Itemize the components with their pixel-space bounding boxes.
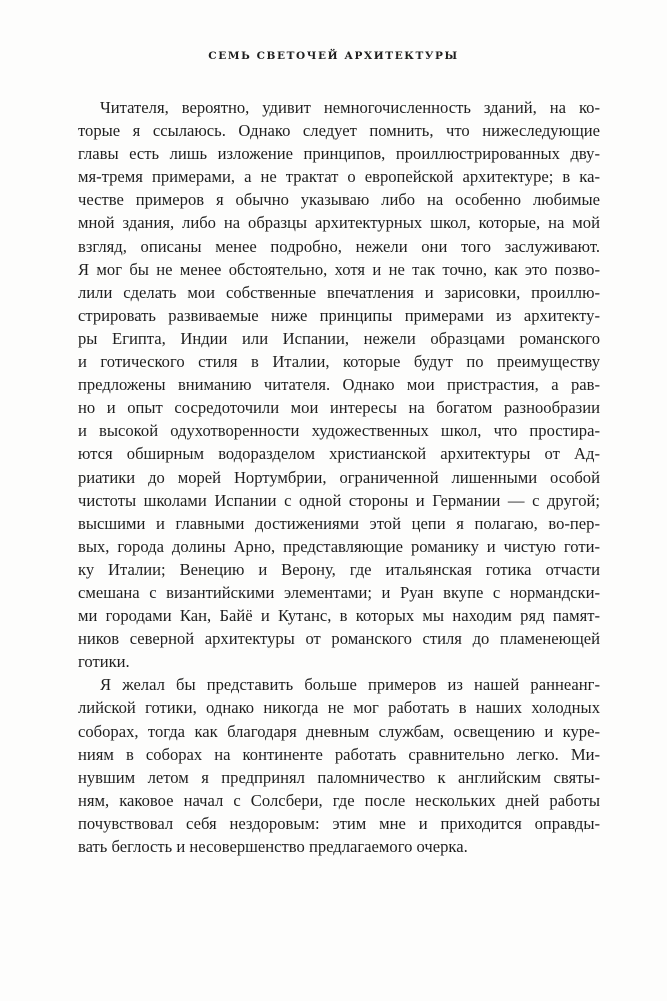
text-line: и готического стиля в Италии, которые будут по преимуществу <box>78 352 600 372</box>
text-line: вых, города долины Арно, представляющие романику и чистую готи- <box>78 536 600 556</box>
text-line: ры Египта, Индии или Испании, нежели образцами романского <box>78 328 600 348</box>
paragraph-1 <box>78 96 600 673</box>
text-line: предложены вниманию читателя. Однако мои пристрастия, а рав- <box>78 375 600 395</box>
text-line: ми городами Кан, Байё и Кутанс, в которых мы находим ряд памят- <box>78 606 600 626</box>
text-line: главы есть лишь изложение принципов, проиллюстрированных дву- <box>78 144 600 164</box>
text-line: риатики до морей Нортумбрии, ограниченной лишенными особой <box>78 467 600 487</box>
text-line: честве примеров я обычно указываю либо на особенно любимые <box>78 190 600 210</box>
text-line: лили сделать мои собственные впечатления и зарисовки, проиллю- <box>78 282 600 302</box>
text-line: ку Италии; Венецию и Верону, где итальянская готика отчасти <box>78 559 600 579</box>
body-text <box>78 96 600 858</box>
text-line: смешана с византийскими элементами; и Руан вкупе с нормандски- <box>78 582 600 602</box>
text-line: готики. <box>78 652 130 672</box>
text-line: но и опыт сосредоточили мои интересы на богатом разнообразии <box>78 398 600 418</box>
running-head: СЕМЬ СВЕТОЧЕЙ АРХИТЕКТУРЫ <box>208 50 459 62</box>
text-line: стрировать развиваемые ниже принципы примерами из архитекту- <box>78 305 600 325</box>
text-line: ников северной архитектуры от романского стиля до пламенеющей <box>78 629 600 649</box>
text-line: Я мог бы не менее обстоятельно, хотя и не так точно, как это позво- <box>78 259 600 279</box>
text-line: Я желал бы представить больше примеров из нашей раннеанг- <box>100 675 600 695</box>
paragraph-2 <box>78 673 600 858</box>
text-line: взгляд, описаны менее подробно, нежели они того заслуживают. <box>78 236 600 256</box>
text-line: почувствовал себя нездоровым: этим мне и приходится оправды- <box>78 813 600 833</box>
text-line: ниям в соборах на континенте работать сравнительно легко. Ми- <box>78 744 600 764</box>
text-line: соборах, тогда как благодаря дневным службам, освещению и куре- <box>78 721 600 741</box>
text-line: высшими и главными достижениями этой цепи я полагаю, во-пер- <box>78 513 600 533</box>
text-line: Читателя, вероятно, удивит немногочисленность зданий, на ко- <box>100 98 600 117</box>
text-line: нувшим летом я предпринял паломничество к английским святы- <box>78 767 600 787</box>
text-line: вать беглость и несовершенство предлагаемого очерка. <box>78 837 468 856</box>
text-line: ются обширным водоразделом христианской архитектуры от Ад- <box>78 444 600 464</box>
text-line: торые я ссылаюсь. Однако следует помнить, что нижеследующие <box>78 121 600 141</box>
text-line: лийской готики, однако никогда не мог работать в наших холодных <box>78 698 600 718</box>
text-line: и высокой одухотворенности художественных школ, что простира- <box>78 421 600 441</box>
text-line: ням, каковое начал с Солсбери, где после нескольких дней работы <box>78 790 600 810</box>
text-line: чистоты школами Испании с одной стороны и Германии — с другой; <box>78 490 600 510</box>
text-line: мной здания, либо на образцы архитектурных школ, которые, на мой <box>78 213 600 233</box>
text-line: мя-тремя примерами, а не трактат о европейской архитектуре; в ка- <box>78 167 600 187</box>
